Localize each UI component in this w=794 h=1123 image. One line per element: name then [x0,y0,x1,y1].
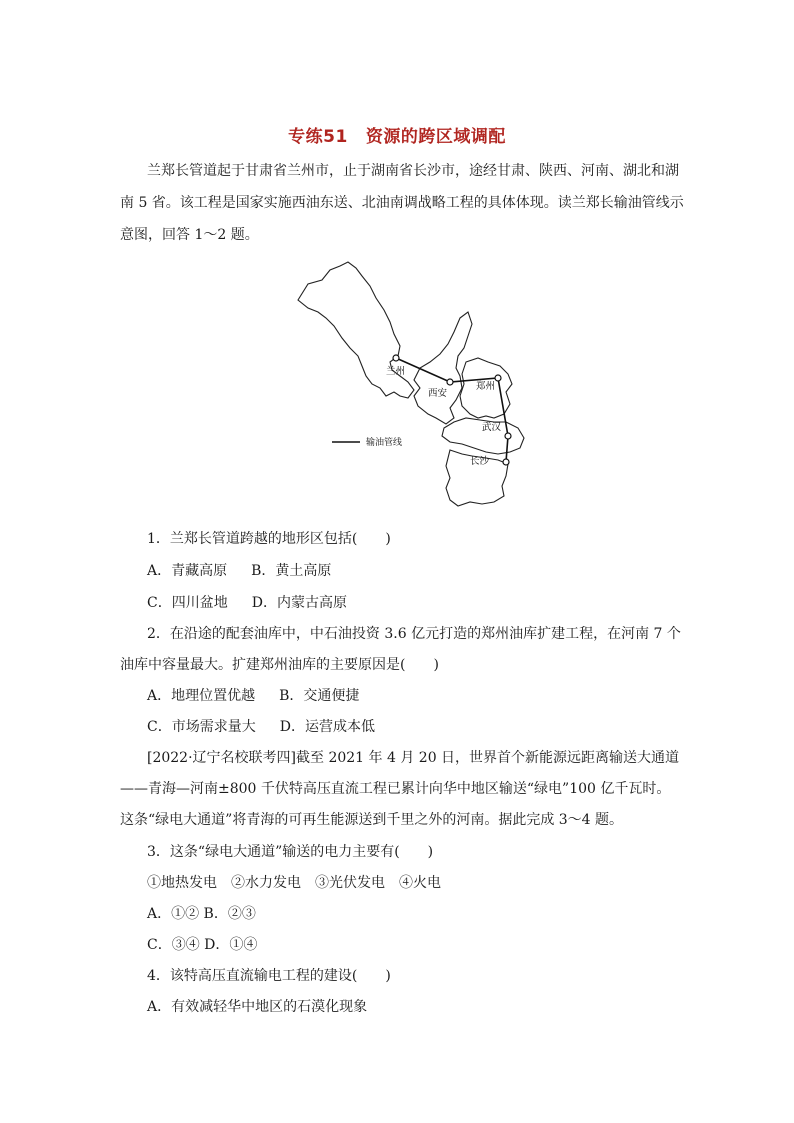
q1-option-a: A．青藏高原 [147,563,228,579]
q2-option-c: C．市场需求量大 [147,719,256,735]
city-label-xian: 西安 [428,388,448,399]
page-title [0,122,794,147]
intro1-line3: 意图，回答 1～2 题。 [120,227,259,243]
pipeline-map [290,258,540,510]
q4-stem: 4．该特高压直流输电工程的建设( ) [147,968,391,984]
q2-stem-line2: 油库中容量最大。扩建郑州油库的主要原因是( ) [120,657,439,673]
q2-options-cd [147,716,375,736]
title-code: 专练51 [288,127,348,147]
q3-options-cd: C．③④ D．①④ [147,937,258,953]
intro1-line2: 南 5 省。该工程是国家实施西油东送、北油南调战略工程的具体体现。读兰郑长输油管线示 [120,195,684,211]
q2-option-b: B．交通便捷 [279,688,360,704]
q2-option-d: D．运营成本低 [279,719,375,735]
intro2-line3: 这条“绿电大通道”将青海的可再生能源送到千里之外的河南。据此完成 3～4 题。 [120,812,624,828]
city-marker-changsha [503,459,509,465]
intro2-line2: ——青海—河南±800 千伏特高压直流工程已累计向华中地区输送“绿电”100 亿千瓦时。 [120,781,671,797]
q1-option-c: C．四川盆地 [147,595,228,611]
intro2-line1: [2022·辽宁名校联考四]截至 2021 年 4 月 20 日，世界首个新能源远距离输送大通道 [147,750,680,766]
intro1-line1: 兰郑长管道起于甘肃省兰州市，止于湖南省长沙市，途经甘肃、陕西、河南、湖北和湖 [147,163,679,179]
q3-items: ①地热发电 ②水力发电 ③光伏发电 ④火电 [147,875,441,891]
city-label-wuhan: 武汉 [482,422,502,433]
legend-label: 输油管线 [366,438,403,448]
q1-option-d: D．内蒙古高原 [251,595,347,611]
q2-stem-line1: 2．在沿途的配套油库中，中石油投资 3.6 亿元打造的郑州油库扩建工程，在河南 7 个 [147,626,681,642]
city-marker-zhengzhou [495,375,501,381]
city-label-zhengzhou: 郑州 [476,381,496,392]
q2-option-a: A．地理位置优越 [147,688,256,704]
q4-option-a: A．有效减轻华中地区的石漠化现象 [147,999,368,1015]
city-label-changsha: 长沙 [470,456,490,467]
city-marker-wuhan [505,433,511,439]
city-label-lanzhou: 兰州 [386,366,406,377]
title-name: 资源的跨区域调配 [365,127,506,147]
q1-option-b: B．黄土高原 [251,563,332,579]
gansu-outline [298,262,414,398]
q3-stem: 3．这条“绿电大通道”输送的电力主要有( ) [147,844,434,860]
q3-options-ab: A．①② B．②③ [147,906,256,922]
q1-stem: 1．兰郑长管道跨越的地形区包括( ) [147,531,391,547]
pipeline-route [396,358,508,462]
q2-options-ab [147,685,359,705]
q1-options-ab [147,560,331,580]
q1-options-cd [147,592,347,612]
city-marker-xian [447,379,453,385]
city-marker-lanzhou [393,355,399,361]
